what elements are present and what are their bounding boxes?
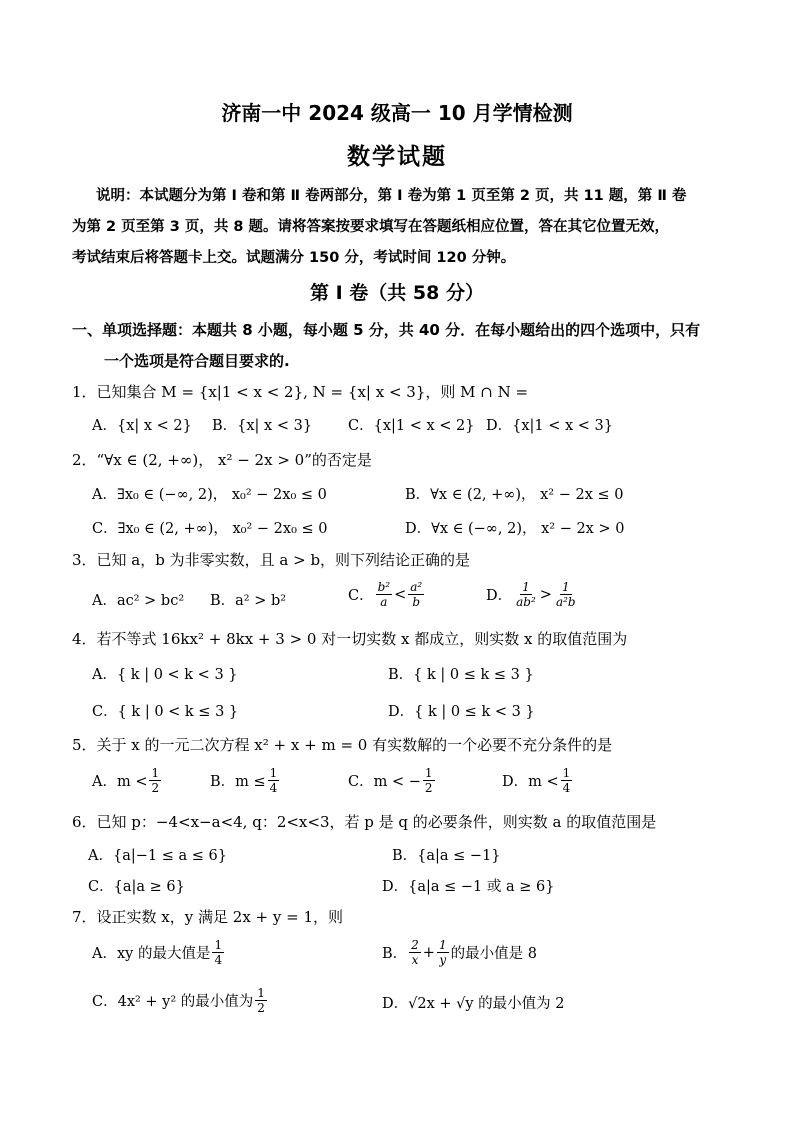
fraction-2-over-x: $\frac{2}{x}$ — [411, 938, 419, 967]
fraction-1-over-a2b: $\frac{1}{\text{a²b}}$ — [555, 580, 576, 609]
question-2-stem: 2．“∀x ∈ (2, +∞)， x² − 2x > 0”的否定是 — [72, 451, 372, 469]
question-5-option-c — [348, 766, 437, 795]
question-7-option-d: D．√2x + √y 的最小值为 2 — [382, 996, 565, 1012]
instructions-line-2: 为第 2 页至第 3 页，共 8 题。请将答案按要求填写在答题纸相应位置，答在其它位置无效， — [72, 219, 670, 235]
plus-sign: + — [422, 944, 435, 961]
question-2-option-a: A．∃x₀ ∈ (−∞, 2)， x₀² − 2x₀ ≤ 0 — [92, 487, 327, 503]
instructions-line-3: 考试结束后将答题卡上交。试题满分 150 分，考试时间 120 分钟。 — [72, 250, 516, 266]
question-1-option-c: C．{x|1 < x < 2} — [348, 418, 475, 434]
question-7-option-a — [92, 938, 226, 967]
instructions-line-1: 说明：本试题分为第 Ⅰ 卷和第 Ⅱ 卷两部分，第 Ⅰ 卷为第 1 页至第 2 页，共 11 题，第 Ⅱ 卷 — [96, 188, 687, 204]
question-7-option-c-label: C．4x² + y² 的最小值为 — [92, 994, 254, 1010]
question-3-option-d-label: D． — [486, 588, 513, 604]
exam-subtitle: 数学试题 — [347, 144, 447, 170]
question-4-option-b: B．{ k | 0 ≤ k ≤ 3 } — [388, 667, 534, 683]
question-5-option-a-label: A．m < — [92, 774, 148, 790]
greater-than-sign: > — [539, 586, 552, 603]
fraction-1-over-4: $\frac{1}{4}$ — [269, 766, 278, 795]
question-4-stem: 4．若不等式 16kx² + 8kx + 3 > 0 对一切实数 x 都成立，则实数 x 的取值范围为 — [72, 630, 628, 648]
question-3-option-d — [486, 580, 580, 609]
less-than-sign: < — [394, 586, 407, 603]
question-6-option-a: A．{a|−1 ≤ a ≤ 6} — [88, 848, 227, 864]
question-2-option-d: D．∀x ∈ (−∞, 2)， x² − 2x > 0 — [405, 521, 625, 537]
question-7-option-b-label: B． — [382, 946, 408, 962]
question-2-option-c: C．∃x₀ ∈ (2, +∞)， x₀² − 2x₀ ≤ 0 — [92, 521, 328, 537]
question-3-option-c-label: C． — [348, 588, 374, 604]
section-title: 第 Ⅰ 卷（共 58 分） — [310, 282, 484, 304]
question-1-option-d: D．{x|1 < x < 3} — [486, 418, 614, 434]
fraction-1-over-2: $\frac{1}{2}$ — [151, 766, 160, 795]
question-2-option-b: B．∀x ∈ (2, +∞)， x² − 2x ≤ 0 — [405, 487, 624, 503]
fraction-1-over-2: $\frac{1}{2}$ — [424, 766, 433, 795]
question-6-option-d: D．{a|a ≤ −1 或 a ≥ 6} — [382, 879, 555, 895]
question-3-option-c — [348, 580, 426, 609]
exam-title: 济南一中 2024 级高一 10 月学情检测 — [221, 101, 573, 125]
question-7-option-b-tail: 的最小值是 8 — [450, 946, 537, 962]
question-5-option-b — [210, 766, 281, 795]
question-6-option-c: C．{a|a ≥ 6} — [88, 879, 185, 895]
question-3-stem: 3．已知 a，b 为非零实数，且 a > b，则下列结论正确的是 — [72, 551, 471, 569]
question-5-stem: 5．关于 x 的一元二次方程 x² + x + m = 0 有实数解的一个必要不充分条件的是 — [72, 736, 613, 754]
part-heading-line-2: 一个选项是符合题目要求的. — [104, 352, 290, 370]
question-5-option-a — [92, 766, 163, 795]
fraction-b2-over-a: $\frac{\text{b²}}{a}$ — [377, 580, 391, 609]
fraction-1-over-y: $\frac{1}{y}$ — [438, 938, 447, 967]
question-5-option-d — [502, 766, 574, 795]
question-7-option-a-label: A．xy 的最大值是 — [92, 946, 211, 962]
question-6-stem: 6．已知 p：−4<x−a<4, q：2<x<3，若 p 是 q 的必要条件，则实数 a 的取值范围是 — [72, 813, 657, 831]
question-7-stem: 7．设正实数 x，y 满足 2x + y = 1，则 — [72, 908, 344, 926]
question-6-option-b: B．{a|a ≤ −1} — [392, 848, 501, 864]
fraction-1-over-4: $\frac{1}{4}$ — [562, 766, 571, 795]
question-1-stem: 1．已知集合 M = {x|1 < x < 2}, N = {x| x < 3}，则 M ∩ N = — [72, 383, 529, 401]
question-1-option-a: A．{x| x < 2} — [92, 418, 192, 434]
question-4-option-a: A．{ k | 0 < k < 3 } — [92, 667, 238, 683]
question-4-option-d: D．{ k | 0 ≤ k < 3 } — [388, 704, 535, 720]
question-4-option-c: C．{ k | 0 < k ≤ 3 } — [92, 704, 239, 720]
question-3-option-b: B．a² > b² — [210, 593, 287, 609]
fraction-1-over-2: $\frac{1}{2}$ — [257, 986, 265, 1015]
question-5-option-d-label: D．m < — [502, 774, 559, 790]
fraction-1-over-4: $\frac{1}{4}$ — [214, 938, 223, 967]
question-3-option-a: A．ac² > bc² — [92, 593, 185, 609]
question-7-option-b — [382, 938, 537, 967]
question-5-option-b-label: B．m ≤ — [210, 774, 266, 790]
question-1-option-b: B．{x| x < 3} — [212, 418, 313, 434]
question-5-option-c-label: C．m < − — [348, 774, 421, 790]
fraction-a2-over-b: $\frac{\text{a²}}{b}$ — [410, 580, 423, 609]
question-7-option-c — [92, 986, 269, 1015]
part-heading-line-1: 一、单项选择题：本题共 8 小题，每小题 5 分，共 40 分．在每小题给出的四个选项中，只有 — [72, 321, 701, 339]
fraction-1-over-ab2: $\frac{1}{\text{ab²}}$ — [516, 580, 536, 609]
